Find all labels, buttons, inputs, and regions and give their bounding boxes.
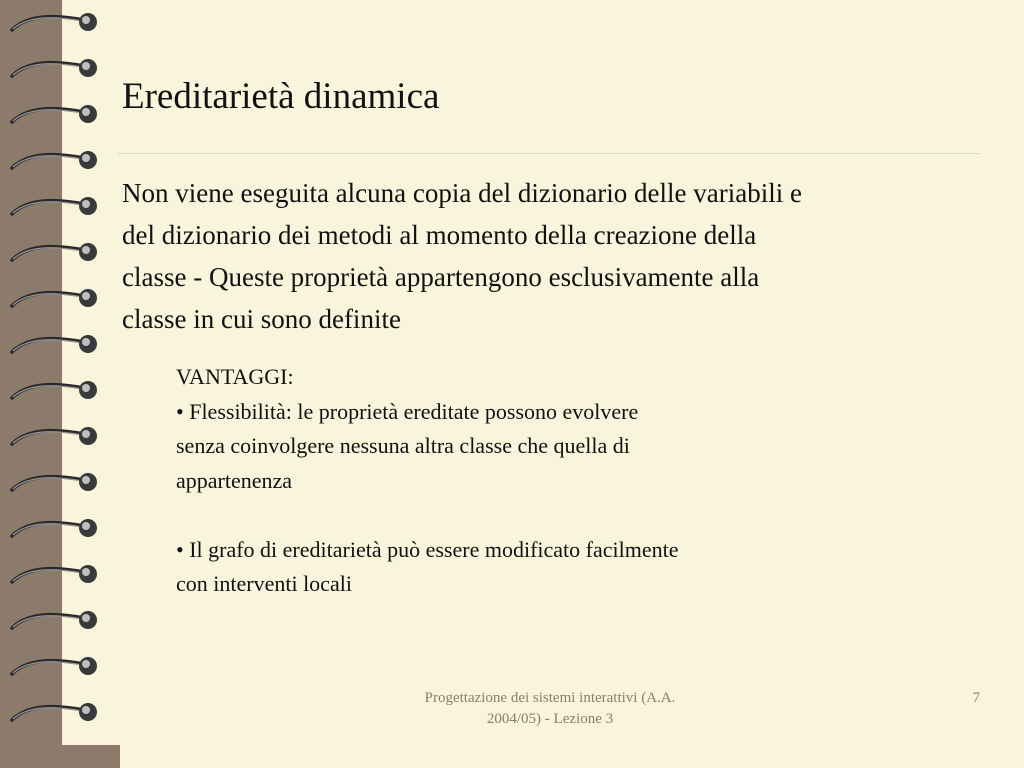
vantaggi-point-line: appartenenza (176, 467, 293, 493)
binding-ring (12, 565, 97, 583)
slide-title: Ereditarietà dinamica (122, 76, 440, 117)
footer-line: Progettazione dei sistemi interattivi (A.A. (424, 690, 676, 706)
page-number: 7 (972, 690, 980, 706)
binding-ring (12, 59, 97, 77)
vantaggi-section (176, 360, 856, 602)
footer-line: 2004/05) - Lezione 3 (486, 711, 614, 727)
vantaggi-heading: VANTAGGI: (176, 364, 294, 389)
body-line: classe in cui sono definite (122, 304, 401, 334)
binding-ring (12, 243, 97, 261)
binding-ring (12, 197, 97, 215)
binding-ring (12, 703, 97, 721)
slide-footer (380, 688, 720, 730)
binding-ring (12, 289, 97, 307)
vantaggi-point-line: • Flessibilità: le proprietà ereditate possono evolvere (176, 398, 639, 424)
vantaggi-point-line: con interventi locali (176, 571, 352, 596)
vantaggi-point-line: • Il grafo di ereditarietà può essere modificato facilmente (176, 536, 679, 562)
binding-ring (12, 105, 97, 123)
body-line: classe - Queste proprietà appartengono esclusivamente alla (122, 262, 760, 292)
binding-ring (12, 519, 97, 537)
binding-ring (12, 381, 97, 399)
binding-ring (12, 427, 97, 445)
vantaggi-spacer (176, 498, 856, 533)
binding-ring (12, 151, 97, 169)
body-line: Non viene eseguita alcuna copia del dizionario delle variabili e (122, 178, 802, 208)
spiral-binding-rings-icon (0, 0, 110, 768)
binding-ring (12, 473, 97, 491)
binding-ring (12, 611, 97, 629)
binding-ring (12, 13, 97, 31)
title-divider (118, 153, 980, 154)
vantaggi-point-line: senza coinvolgere nessuna altra classe che quella di (176, 433, 630, 458)
binding-ring (12, 335, 97, 353)
body-line: del dizionario dei metodi al momento della creazione della (122, 220, 757, 250)
slide-body (122, 172, 994, 340)
binding-ring (12, 657, 97, 675)
